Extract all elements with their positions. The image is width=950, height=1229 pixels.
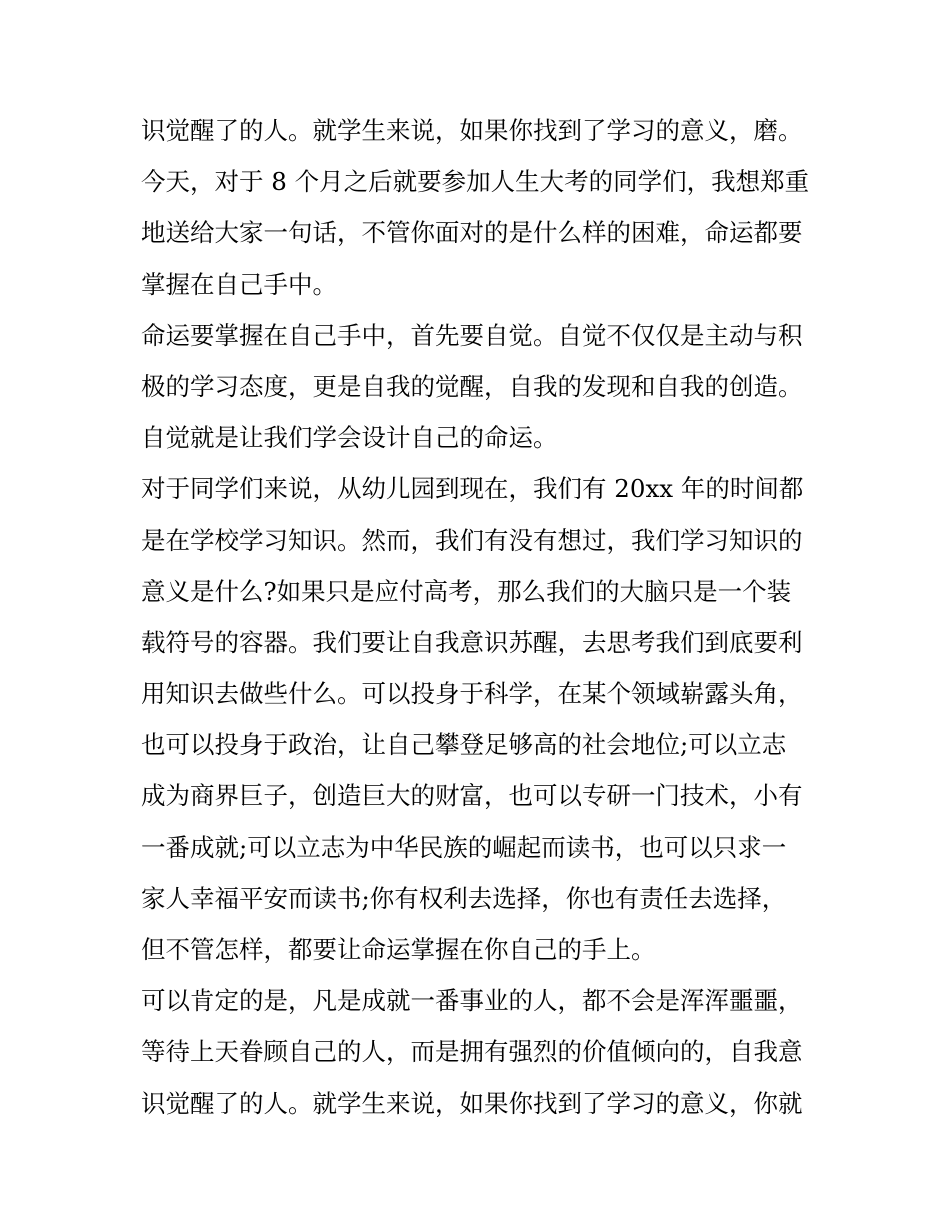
- text-line: 意义是什么?如果只是应付高考，那么我们的大脑只是一个装: [141, 576, 792, 606]
- text-line: 掌握在自己手中。: [141, 269, 337, 299]
- text-line: 识觉醒了的人。就学生来说，如果你找到了学习的意义，磨。: [141, 116, 803, 145]
- text-line: 成为商界巨子，创造巨大的财富，也可以专研一门技术，小有: [141, 781, 803, 811]
- text-line: 极的学习态度，更是自我的觉醒，自我的发现和自我的创造。: [141, 371, 803, 401]
- text-line: 自觉就是让我们学会设计自己的命运。: [141, 423, 558, 453]
- text-line: 是在学校学习知识。然而，我们有没有想过，我们学习知识的: [141, 525, 803, 555]
- text-line: 但不管怎样，都要让命运掌握在你自己的手上。: [141, 935, 656, 964]
- text-line: 地送给大家一句话，不管你面对的是什么样的困难，命运都要: [141, 218, 803, 248]
- text-line: 今天，对于 8 个月之后就要参加人生大考的同学们，我想郑重: [141, 167, 810, 197]
- text-line: 可以肯定的是，凡是成就一番事业的人，都不会是浑浑噩噩，: [141, 986, 803, 1016]
- text-line: 一番成就;可以立志为中华民族的崛起而读书，也可以只求一: [141, 832, 787, 862]
- text-line: 用知识去做些什么。可以投身于科学，在某个领域崭露头角，: [141, 679, 803, 709]
- text-line: 载符号的容器。我们要让自我意识苏醒，去思考我们到底要利: [141, 627, 803, 657]
- text-line: 家人幸福平安而读书;你有权利去选择，你也有责任去选择，: [141, 883, 787, 913]
- document-body: [141, 105, 821, 1129]
- text-line: 等待上天眷顾自己的人，而是拥有强烈的价值倾向的，自我意: [141, 1037, 803, 1067]
- text-line: 也可以投身于政治，让自己攀登足够高的社会地位;可以立志: [141, 730, 787, 760]
- text-line: 命运要掌握在自己手中，首先要自觉。自觉不仅仅是主动与积: [141, 320, 803, 350]
- text-line: 识觉醒了的人。就学生来说，如果你找到了学习的意义，你就: [141, 1088, 803, 1118]
- text-line: 对于同学们来说，从幼儿园到现在，我们有 20xx 年的时间都: [141, 474, 804, 504]
